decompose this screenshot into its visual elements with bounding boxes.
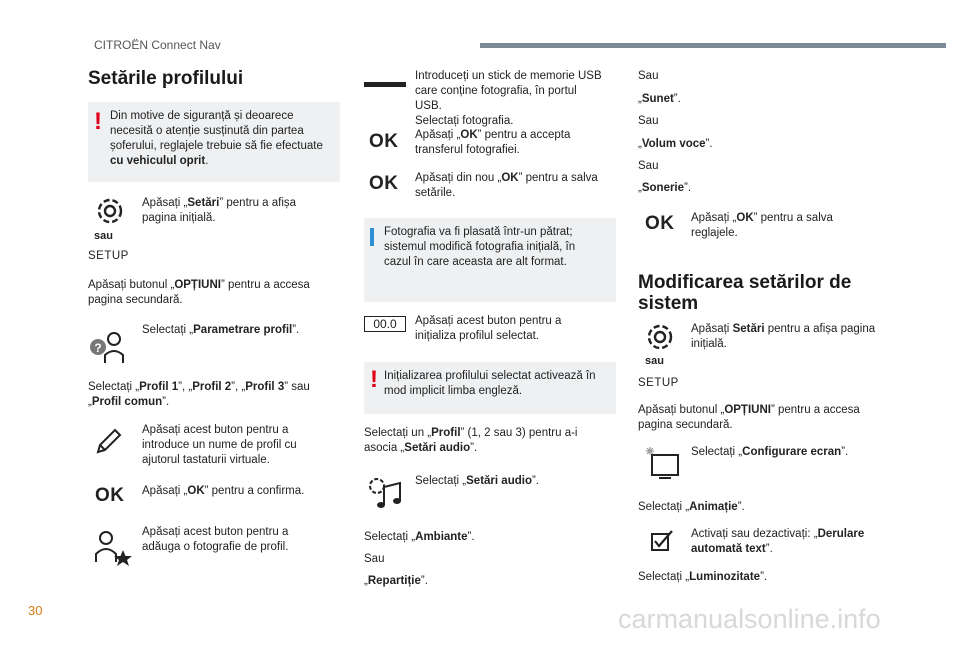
audio-settings-icon: [366, 475, 406, 516]
warning-icon: !: [370, 366, 378, 393]
step-save-settings: Apăsați din nou „OK” pentru a salva setările.: [415, 172, 598, 199]
header-title: CITROËN Connect Nav: [94, 38, 221, 52]
step-select-profile-audio: Selectați un „Profil” (1, 2 sau 3) pentru a-i asocia „Setări audio”.: [364, 427, 578, 454]
reset-warning-box: [364, 362, 616, 414]
reset-profile-icon: 00.0: [364, 316, 406, 332]
step-edit-name: Apăsați acest buton pentru a introduce un nume de profil cu ajutorul tastaturii virtuale.: [142, 424, 297, 466]
checkbox-icon: [650, 528, 674, 557]
or-text: Sau: [638, 70, 659, 82]
settings-gear-icon: [93, 194, 127, 233]
setup-label: SETUP: [638, 377, 679, 389]
section-title-profile: Setările profilului: [88, 68, 244, 89]
icon-or-label: sau: [94, 230, 113, 242]
or-text: Sau: [364, 553, 385, 565]
watermark: carmanualsonline.info: [618, 604, 881, 634]
step-audio-settings: Selectați „Setări audio”.: [415, 475, 539, 487]
svg-text:?: ?: [94, 341, 102, 355]
step-animation: Selectați „Animație”.: [638, 501, 745, 513]
step-select-profile: Selectați „Profil 1”, „Profil 2”, „Profil 3” sau „Profil comun”.: [88, 381, 310, 408]
ok-button-icon: OK: [95, 485, 125, 506]
option-volum-voce: „Volum voce”.: [638, 138, 713, 150]
ok-button-icon: OK: [369, 173, 399, 194]
safety-warning-box: [88, 102, 340, 182]
step-add-photo: Apăsați acest buton pentru a adăuga o fotografie de profil.: [142, 526, 289, 553]
setup-label: SETUP: [88, 250, 129, 262]
ok-button-icon: OK: [645, 213, 675, 234]
pencil-icon: [94, 426, 124, 461]
step-confirm: Apăsați „OK” pentru a confirma.: [142, 485, 305, 497]
step-system-settings: Apăsați Setări pentru a afișa pagina inițială.: [691, 323, 876, 350]
profile-photo-icon: [88, 526, 134, 571]
step-auto-scroll: Activați sau dezactivați: „Derulare automată text”.: [691, 528, 865, 555]
ok-button-icon: OK: [369, 131, 399, 152]
info-box: [364, 218, 616, 302]
safety-warning-text: Din motive de siguranță și deoarece necesită o atenție susținută din partea șoferului, reglajele trebuie să fie efectuate cu vehiculul oprit.: [110, 110, 323, 167]
step-screen-config: Selectați „Configurare ecran”.: [691, 446, 849, 458]
icon-or-label: sau: [645, 355, 664, 367]
step-profile-param: Selectați „Parametrare profil”.: [142, 324, 300, 336]
option-sunet: „Sunet”.: [638, 93, 681, 105]
step-usb: Introduceți un stick de memorie USB care conține fotografia, în portul USB. Selectați fotografia.: [415, 70, 602, 127]
option-repartitie: „Repartiție”.: [364, 575, 428, 587]
step-save-reglaje: Apăsați „OK” pentru a salva reglajele.: [691, 212, 833, 239]
or-text: Sau: [638, 160, 659, 172]
step-reset-profile: Apăsați acest buton pentru a inițializa profilul selectat.: [415, 315, 562, 342]
step-brightness: Selectați „Luminozitate”.: [638, 571, 768, 583]
step-settings: Apăsați „Setări” pentru a afișa pagina inițială.: [142, 197, 297, 224]
or-text: Sau: [638, 115, 659, 127]
profile-settings-icon: [88, 325, 130, 372]
info-icon: [370, 228, 374, 246]
usb-icon: [364, 82, 406, 87]
screen-config-icon: [642, 445, 682, 486]
header-bar: [480, 43, 946, 48]
info-text: Fotografia va fi plasată într-un pătrat; sistemul modifică fotografia inițială, în cazul în care aceasta are alt format.: [384, 226, 576, 268]
section-title-system: Modificarea setărilor de sistem: [638, 272, 852, 314]
warning-icon: !: [94, 108, 102, 135]
reset-warning-text: Inițializarea profilului selectat activează în mod implicit limba engleză.: [384, 370, 596, 397]
page-number: 30: [28, 603, 43, 618]
step-ambiente: Selectați „Ambiante”.: [364, 531, 475, 543]
step-system-options: Apăsați butonul „OPȚIUNI” pentru a accesa pagina secundară.: [638, 404, 860, 431]
option-sonerie: „Sonerie”.: [638, 182, 692, 194]
step-accept-photo: Apăsați „OK” pentru a accepta transferul fotografiei.: [415, 129, 571, 156]
step-options: Apăsați butonul „OPȚIUNI” pentru a accesa pagina secundară.: [88, 279, 310, 306]
